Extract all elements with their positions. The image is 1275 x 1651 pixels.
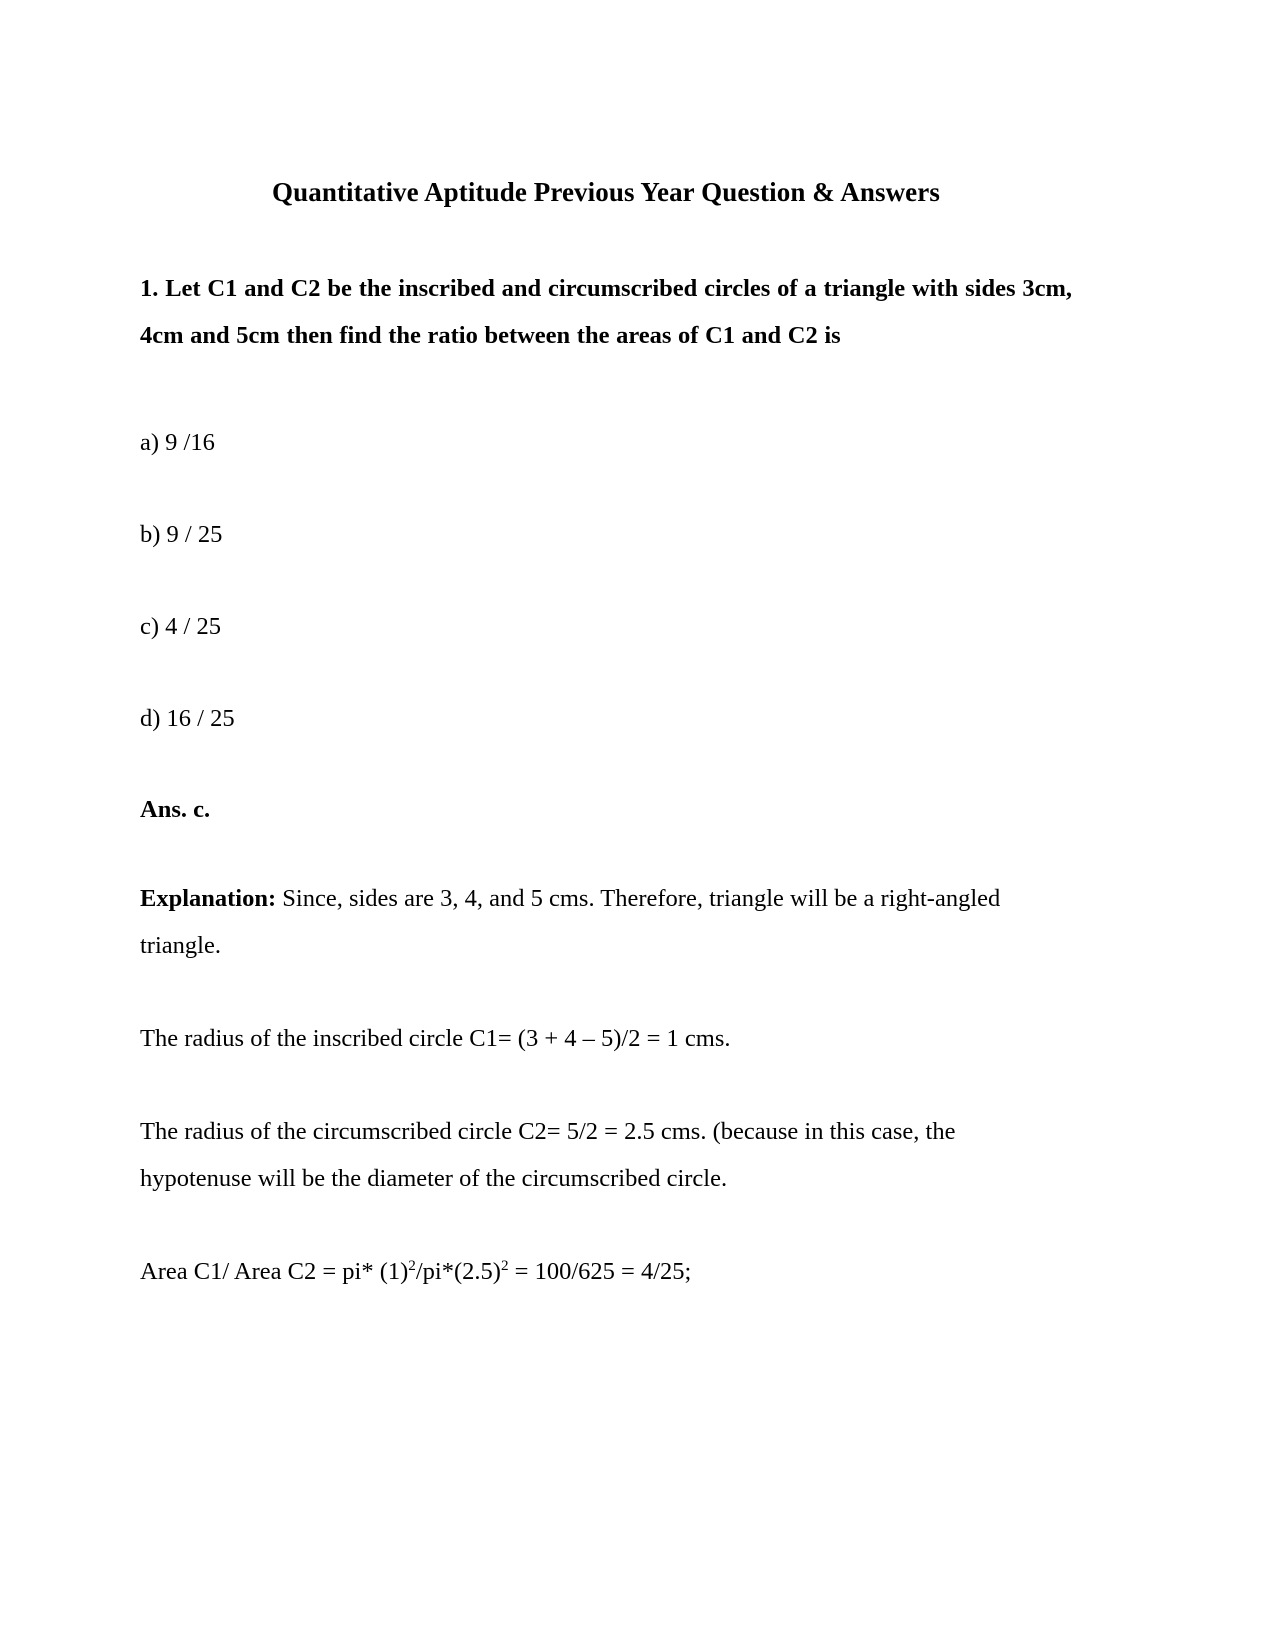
explanation-paragraph — [140, 829, 1072, 969]
explanation-inscribed-radius: The radius of the inscribed circle C1= (3 + 4 – 5)/2 = 1 cms. — [140, 1025, 731, 1053]
formula-part-3: = 100/625 = 4/25; — [508, 1258, 692, 1286]
formula-part-2: /pi*(2.5) — [415, 1258, 501, 1286]
document-body — [140, 0, 1072, 1295]
formula-exponent-1: 2 — [408, 1257, 416, 1275]
formula-part-1: Area C1/ Area C2 = pi* (1) — [140, 1258, 409, 1286]
answer-line: Ans. c. — [140, 796, 211, 824]
page-title: Quantitative Aptitude Previous Year Question & Answers — [272, 177, 940, 207]
question-text: 1. Let C1 and C2 be the inscribed and circumscribed circles of a triangle with sides 3cm, 4cm and 5cm then find the ratio between the areas of C1 and C2 is — [140, 275, 1072, 350]
explanation-circumscribed-radius: The radius of the circumscribed circle C2= 5/2 = 2.5 cms. (because in this case, the hypotenuse will be the diameter of the circumscribed circle. — [140, 1118, 956, 1193]
explanation-area-formula — [140, 1202, 1072, 1295]
formula-exponent-2: 2 — [500, 1257, 509, 1275]
option-c: c) 4 / 25 — [140, 612, 221, 640]
option-a: a) 9 /16 — [140, 429, 215, 457]
explanation-lead-text: Since, sides are 3, 4, and 5 cms. Therefore, triangle will be a right-angled triangle. — [140, 885, 1001, 960]
option-d: d) 16 / 25 — [140, 704, 235, 732]
option-b: b) 9 / 25 — [140, 521, 223, 549]
explanation-label: Explanation: — [140, 885, 277, 913]
